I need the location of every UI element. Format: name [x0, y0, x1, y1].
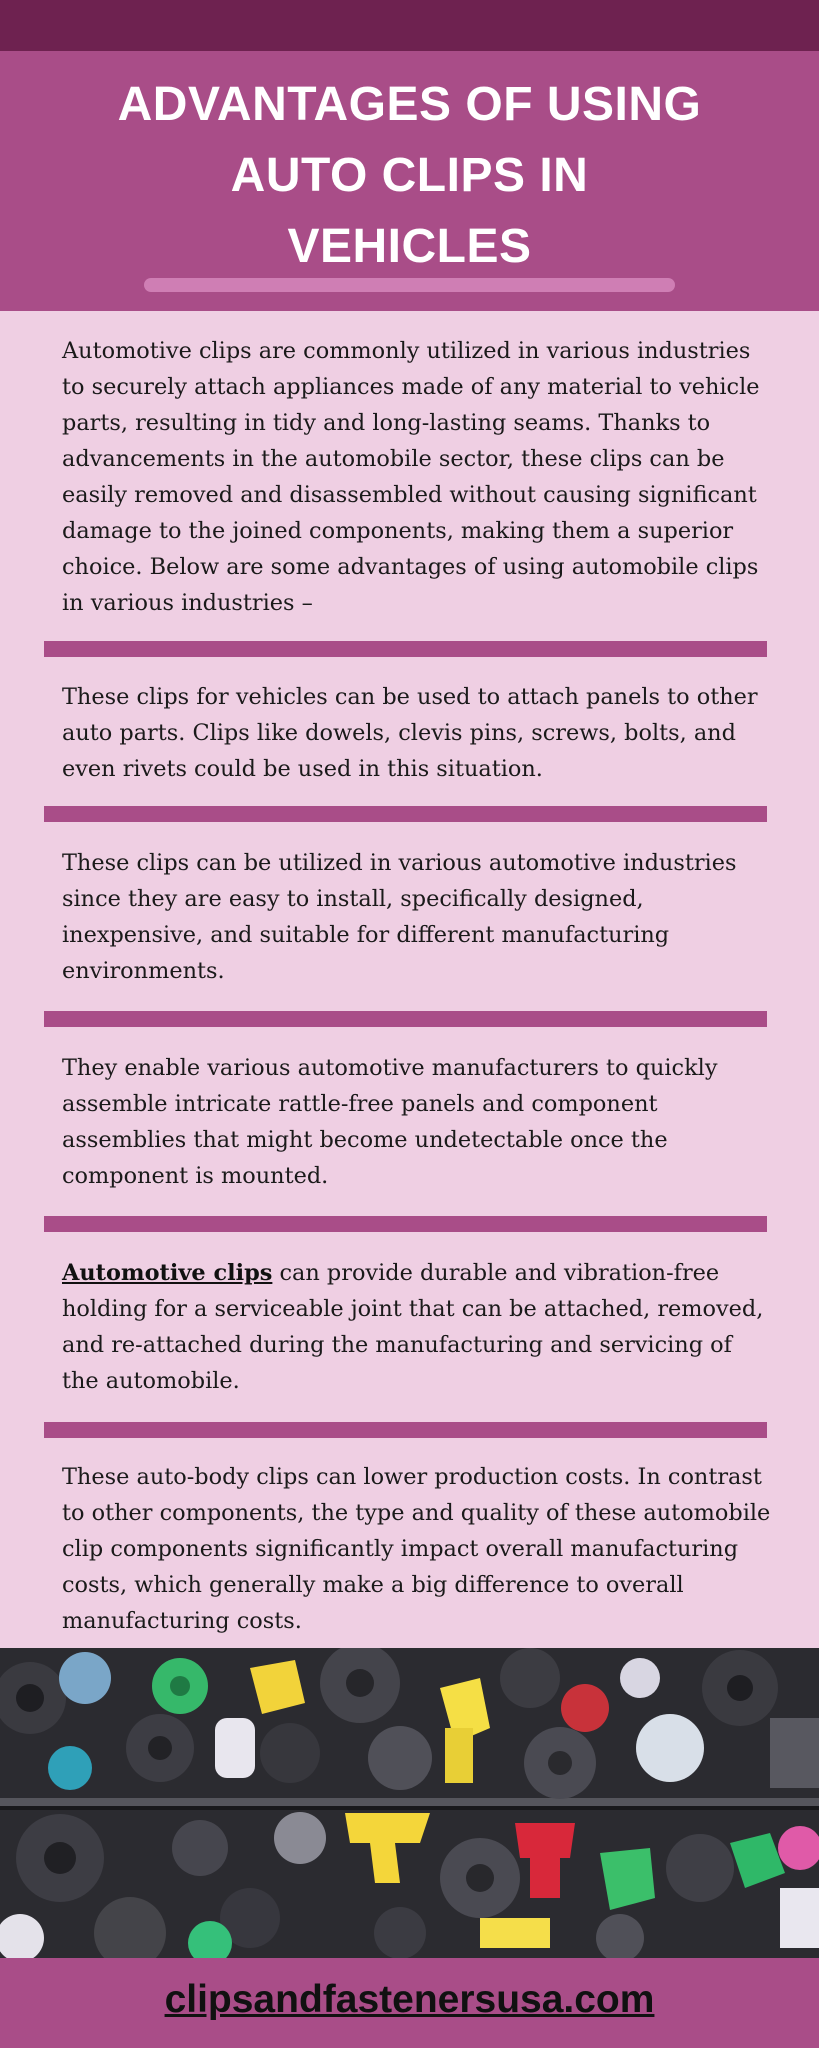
advantage-3: They enable various automotive manufacturers to quickly assemble intricate rattle-free panels and component assemblies that might become undetectable once the component is mounted. [62, 1055, 718, 1189]
section-divider [44, 1216, 767, 1232]
website-link[interactable]: clipsandfastenersusa.com [164, 1978, 655, 2021]
advantage-5: These auto-body clips can lower production costs. In contrast to other components, the type and quality of these automobile clip components significantly impact overall manufacturing costs, which generally make a big difference to overall manufacturing costs. [62, 1464, 771, 1634]
title-line-2: AUTO CLIPS IN [230, 149, 589, 202]
title-underline [144, 278, 675, 292]
page-title [60, 69, 759, 282]
advantage-2: These clips can be utilized in various automotive industries since they are easy to install, specifically designed, inexpensive, and suitable for different manufacturing environments. [62, 850, 737, 984]
title-line-1: ADVANTAGES OF USING [117, 78, 702, 131]
top-strip [0, 0, 819, 51]
advantage-4-text: can provide durable and vibration-free holding for a serviceable joint that can be attached, removed, and re-attached during the manufacturing and servicing of the automobile. [62, 1260, 764, 1394]
advantage-1: These clips for vehicles can be used to attach panels to other auto parts. Clips like dowels, clevis pins, screws, bolts, and even rivets could be used in this situation. [62, 684, 758, 782]
section-divider [44, 1011, 767, 1027]
section-divider [44, 641, 767, 657]
advantage-4 [62, 1255, 772, 1399]
clips-photo-illustration [0, 1648, 819, 1958]
section-divider [44, 1422, 767, 1438]
automotive-clips-link[interactable]: Automotive clips [62, 1260, 273, 1286]
header-band [0, 51, 819, 311]
title-line-3: VEHICLES [287, 220, 532, 273]
intro-paragraph: Automotive clips are commonly utilized in various industries to securely attach appliances made of any material to vehicle parts, resulting in tidy and long-lasting seams. Thanks to advancements in the automobile sector, these clips can be easily removed and disassembled without causing significant damage to the joined components, making them a superior choice. Below are some advantages of using automobile clips in various industries – [62, 338, 760, 616]
section-divider [44, 806, 767, 822]
auto-clips-photo [0, 1648, 819, 1958]
footer-band [0, 1958, 819, 2048]
